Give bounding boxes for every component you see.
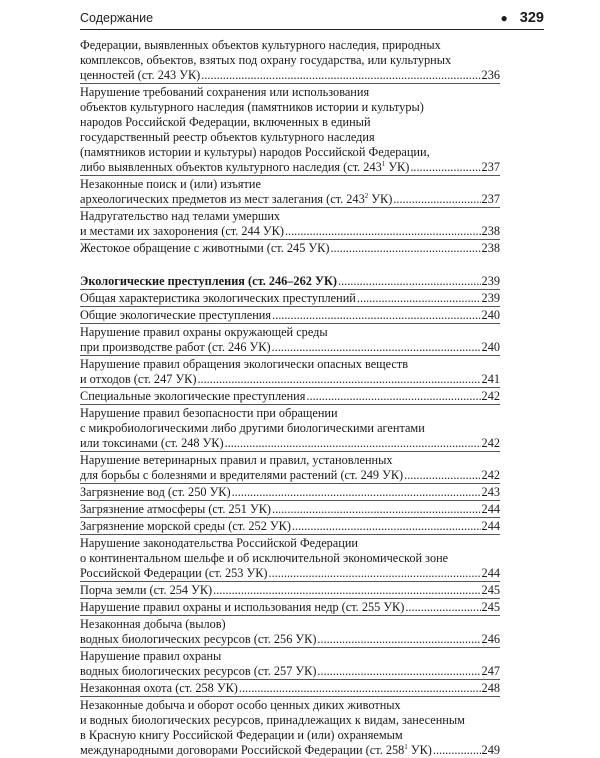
dot-leader	[306, 389, 480, 404]
toc-entry-last-line	[80, 436, 500, 451]
toc-entry-title: водных биологических ресурсов (ст. 256 УК)	[80, 632, 317, 646]
toc-entry[interactable]	[80, 38, 500, 83]
toc-entry-line: Незаконная добыча (вылов)	[80, 617, 226, 631]
toc-page-number: 243	[481, 485, 500, 499]
section-title: Содержание	[80, 11, 154, 25]
toc-entry-last-line	[80, 502, 500, 517]
toc-entry-last-line	[80, 241, 500, 256]
toc-entry-title: ценностей (ст. 243 УК)	[80, 68, 201, 82]
toc-entry[interactable]	[80, 696, 500, 758]
toc-entry-line: народов Российской Федерации, включенных в единый	[80, 115, 371, 129]
toc-entry[interactable]	[80, 647, 500, 679]
dot-leader	[269, 566, 481, 581]
toc-entry-title: и отходов (ст. 247 УК)	[80, 372, 197, 386]
toc-entry-title: и местами их захоронения (ст. 244 УК)	[80, 224, 284, 238]
dot-leader	[404, 468, 480, 483]
toc-page-number: 240	[481, 340, 500, 354]
dot-leader	[357, 291, 481, 306]
toc-entry[interactable]	[80, 175, 500, 207]
toc-page-number: 244	[481, 519, 500, 533]
toc-entry-last-line	[80, 389, 500, 404]
dot-leader	[225, 436, 481, 451]
dot-leader	[201, 68, 480, 83]
toc-entry-last-line	[80, 372, 500, 387]
toc-entry[interactable]	[80, 500, 500, 517]
dot-leader	[197, 372, 480, 387]
toc-entry-line: Нарушение правил обращения экологически опасных веществ	[80, 357, 409, 371]
toc-page-number: 241	[481, 372, 500, 386]
toc-entry-title: Загрязнение морской среды (ст. 252 УК)	[80, 519, 291, 533]
toc-entry-title: археологических предметов из мест залегания (ст. $243^2$ УК)	[80, 191, 393, 206]
toc-entry-last-line	[80, 681, 500, 696]
toc-entry-title: Загрязнение атмосферы (ст. 251 УК)	[80, 502, 271, 516]
toc-page-number: 238	[481, 224, 500, 238]
toc-entry[interactable]	[80, 239, 500, 256]
toc-entry[interactable]	[80, 679, 500, 696]
dot-leader	[317, 664, 480, 679]
toc-entry-last-line	[80, 600, 500, 615]
toc-entry[interactable]	[80, 483, 500, 500]
dot-leader	[272, 502, 481, 517]
dot-leader	[330, 241, 480, 256]
toc-entry-last-line	[80, 566, 500, 581]
toc-entry-line: комплексов, объектов, взятых под охрану государства, или культурных	[80, 53, 452, 67]
toc-page-number: 247	[481, 664, 500, 678]
toc-page-number: 249	[481, 743, 500, 757]
section-gap	[80, 256, 500, 274]
toc-entry-title: либо выявленных объектов культурного наследия (ст. $243^1$ УК)	[80, 159, 410, 174]
toc-entry-line: Нарушение ветеринарных правил и правил, установленных	[80, 453, 393, 467]
toc-entry-title: Российской Федерации (ст. 253 УК)	[80, 566, 268, 580]
toc-entry-line: в Красную книгу Российской Федерации и (или) охраняемым	[80, 728, 403, 742]
dot-leader	[232, 485, 481, 500]
toc-entry-last-line	[80, 632, 500, 647]
toc-entry-last-line	[80, 340, 500, 355]
toc-page-number: 236	[481, 68, 500, 82]
toc-entry-last-line	[80, 468, 500, 483]
toc-entry[interactable]	[80, 534, 500, 581]
dot-leader	[405, 600, 480, 615]
dot-leader	[213, 583, 480, 598]
toc-entry[interactable]	[80, 83, 500, 175]
toc-page-number: 242	[481, 389, 500, 403]
toc-entry-title: или токсинами (ст. 248 УК)	[80, 436, 224, 450]
toc-page-number: 245	[481, 600, 500, 614]
toc-entry-last-line	[80, 224, 500, 239]
toc-entry-last-line	[80, 308, 500, 323]
toc-entry[interactable]	[80, 355, 500, 387]
dot-leader	[272, 340, 481, 355]
dot-leader	[285, 224, 481, 239]
dot-leader	[239, 681, 481, 696]
toc-entry-line: Нарушение правил охраны окружающей среды	[80, 325, 328, 339]
toc-page-number: 246	[481, 632, 500, 646]
toc-entry[interactable]	[80, 306, 500, 323]
toc-entry-line: Нарушение требований сохранения или использования	[80, 85, 370, 99]
toc-entry-title: Порча земли (ст. 254 УК)	[80, 583, 213, 597]
toc-entry-line: Нарушение правил охраны	[80, 649, 222, 663]
toc-entry-title: Общие экологические преступления	[80, 308, 272, 322]
toc-entry-line: Нарушение правил безопасности при обращении	[80, 406, 338, 420]
toc-page-number: 239	[481, 274, 500, 288]
toc-entry[interactable]	[80, 615, 500, 647]
toc-entry-last-line	[80, 583, 500, 598]
dot-leader	[272, 308, 481, 323]
toc-entry[interactable]	[80, 598, 500, 615]
superscript: 1	[381, 159, 386, 168]
dot-leader	[433, 743, 481, 758]
toc-page-number: 242	[481, 436, 500, 450]
toc-entry-line: Незаконные поиск и (или) изъятие	[80, 177, 261, 191]
page-number: 329	[519, 10, 544, 26]
toc-entry-last-line	[80, 485, 500, 500]
toc-entry-line: государственный реестр объектов культурного наследия	[80, 130, 375, 144]
toc-page-number: 239	[481, 291, 500, 305]
toc-chapter-entry[interactable]	[80, 274, 500, 289]
toc-entry-line: с микробиологическими либо другими биологическими агентами	[80, 421, 425, 435]
toc-entry-last-line	[80, 160, 500, 175]
toc-entry[interactable]	[80, 323, 500, 355]
toc-entry-title: Специальные экологические преступления	[80, 389, 306, 403]
toc-entry-last-line	[80, 192, 500, 207]
dot-leader	[410, 160, 480, 175]
toc-entry-last-line	[80, 291, 500, 306]
toc-entry[interactable]	[80, 387, 500, 404]
dot-leader	[292, 519, 481, 534]
toc-page-number: 244	[481, 502, 500, 516]
table-of-contents	[80, 38, 500, 758]
toc-entry-title: Жестокое обращение с животными (ст. 245 УК)	[80, 241, 330, 255]
dot-leader	[338, 274, 481, 289]
toc-entry-title: Общая характеристика экологических преступлений	[80, 291, 356, 305]
toc-page-number: 240	[481, 308, 500, 322]
toc-entry-line: Надругательство над телами умерших	[80, 209, 281, 223]
toc-entry-line: (памятников истории и культуры) народов Российской Федерации,	[80, 145, 430, 159]
toc-entry-title: Незаконная охота (ст. 258 УК)	[80, 681, 238, 695]
toc-entry-title: Загрязнение вод (ст. 250 УК)	[80, 485, 231, 499]
toc-page-number: 237	[481, 192, 500, 206]
toc-entry[interactable]	[80, 207, 500, 239]
toc-entry-line: Нарушение законодательства Российской Федерации	[80, 536, 359, 550]
toc-entry-title: для борьбы с болезнями и вредителями растений (ст. 249 УК)	[80, 468, 404, 482]
toc-entry-line: о континентальном шельфе и об исключительной экономической зоне	[80, 551, 449, 565]
toc-entry-line: Незаконные добыча и оборот особо ценных диких животных	[80, 698, 401, 712]
toc-entry[interactable]	[80, 517, 500, 534]
toc-entry-last-line	[80, 68, 500, 83]
toc-entry-title: Экологические преступления (ст. 246–262 УК)	[80, 274, 337, 288]
toc-entry-title: Нарушение правил охраны и использования недр (ст. 255 УК)	[80, 600, 405, 614]
toc-entry[interactable]	[80, 451, 500, 483]
superscript: 1	[404, 742, 408, 751]
toc-entry[interactable]	[80, 581, 500, 598]
toc-entry-line: объектов культурного наследия (памятников истории и культуры)	[80, 100, 424, 114]
toc-page-number: 248	[481, 681, 500, 695]
toc-page-number: 242	[481, 468, 500, 482]
toc-entry-line: и водных биологических ресурсов, принадлежащих к видам, занесенным	[80, 713, 465, 727]
toc-entry[interactable]	[80, 404, 500, 451]
bullet-icon: ●	[500, 11, 508, 25]
dot-leader	[393, 192, 480, 207]
toc-entry-last-line	[80, 743, 500, 758]
toc-page-number: 245	[481, 583, 500, 597]
toc-page-number: 244	[481, 566, 500, 580]
toc-page-number: 237	[481, 160, 500, 174]
dot-leader	[317, 632, 480, 647]
toc-entry-line: Федерации, выявленных объектов культурного наследия, природных	[80, 38, 441, 52]
superscript: 2	[364, 191, 369, 200]
toc-page-number: 238	[481, 241, 500, 255]
toc-entry-title: водных биологических ресурсов (ст. 257 УК)	[80, 664, 317, 678]
toc-entry-last-line	[80, 664, 500, 679]
toc-entry-title: международными договорами Российской Федерации (ст. $258^1$ УК)	[80, 742, 432, 757]
toc-entry-last-line	[80, 519, 500, 534]
toc-entry[interactable]	[80, 289, 500, 306]
running-header	[80, 7, 544, 30]
header-right	[501, 10, 544, 26]
toc-entry-last-line	[80, 274, 500, 289]
toc-entry-title: при производстве работ (ст. 246 УК)	[80, 340, 271, 354]
